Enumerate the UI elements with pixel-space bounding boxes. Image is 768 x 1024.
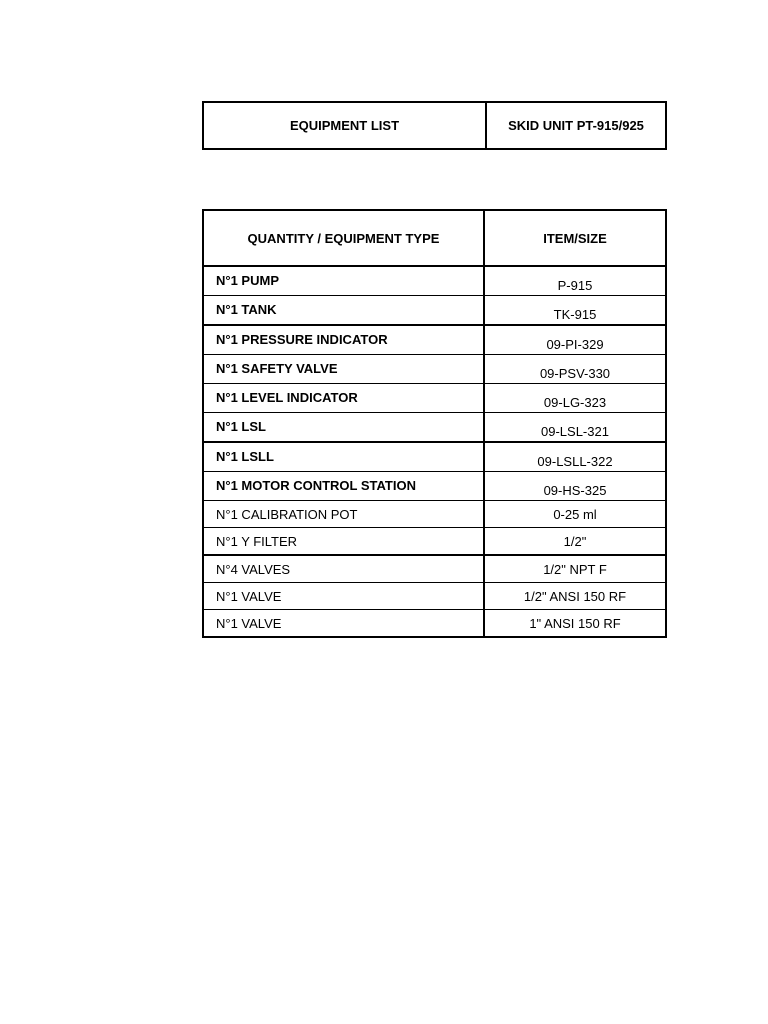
quantity-type-cell: N°1 TANK — [203, 296, 484, 326]
quantity-type-cell: N°1 VALVE — [203, 583, 484, 610]
table-row — [203, 583, 666, 610]
item-size-cell: 09-HS-325 — [484, 472, 666, 501]
column-header-quantity-type: QUANTITY / EQUIPMENT TYPE — [203, 210, 484, 266]
document-title: EQUIPMENT LIST — [203, 102, 486, 149]
item-size-cell: TK-915 — [484, 296, 666, 326]
header-table — [202, 101, 667, 150]
table-row — [203, 555, 666, 583]
table-row — [203, 472, 666, 501]
table-row — [203, 413, 666, 443]
item-size-cell: 1" ANSI 150 RF — [529, 615, 621, 631]
table-row — [203, 384, 666, 413]
quantity-type-cell: N°1 LEVEL INDICATOR — [203, 384, 484, 413]
quantity-type-cell: N°1 PUMP — [203, 266, 484, 296]
item-size-cell: 1/2" NPT F — [484, 555, 666, 583]
item-size-cell: 1/2" ANSI 150 RF — [484, 583, 666, 610]
item-size-cell: 09-LSLL-322 — [484, 442, 666, 472]
item-size-cell: 09-PSV-330 — [484, 355, 666, 384]
table-row — [203, 501, 666, 528]
item-size-cell: P-915 — [484, 266, 666, 296]
item-size-cell: 09-LSL-321 — [484, 413, 666, 443]
quantity-type-cell: N°1 MOTOR CONTROL STATION — [203, 472, 484, 501]
unit-designation: SKID UNIT PT-915/925 — [508, 118, 644, 133]
header-row — [203, 102, 666, 149]
table-row — [203, 355, 666, 384]
item-size-cell: 1/2" — [484, 528, 666, 556]
table-row — [203, 528, 666, 556]
table-row — [203, 325, 666, 355]
quantity-type-cell: N°1 LSL — [203, 413, 484, 443]
table-row — [203, 610, 666, 638]
quantity-type-cell: N°1 Y FILTER — [203, 528, 484, 556]
equipment-table — [202, 209, 667, 638]
quantity-type-cell: N°1 LSLL — [203, 442, 484, 472]
quantity-type-cell: N°1 VALVE — [203, 610, 484, 638]
table-row — [203, 296, 666, 326]
table-header-row — [203, 210, 666, 266]
table-row — [203, 442, 666, 472]
column-header-item-size: ITEM/SIZE — [484, 210, 666, 266]
item-size-cell: 09-PI-329 — [484, 325, 666, 355]
table-row — [203, 266, 666, 296]
item-size-cell: 0-25 ml — [484, 501, 666, 528]
quantity-type-cell: N°1 CALIBRATION POT — [203, 501, 484, 528]
quantity-type-cell: N°1 PRESSURE INDICATOR — [203, 325, 484, 355]
quantity-type-cell: N°4 VALVES — [203, 555, 484, 583]
quantity-type-cell: N°1 SAFETY VALVE — [203, 355, 484, 384]
item-size-cell: 09-LG-323 — [484, 384, 666, 413]
